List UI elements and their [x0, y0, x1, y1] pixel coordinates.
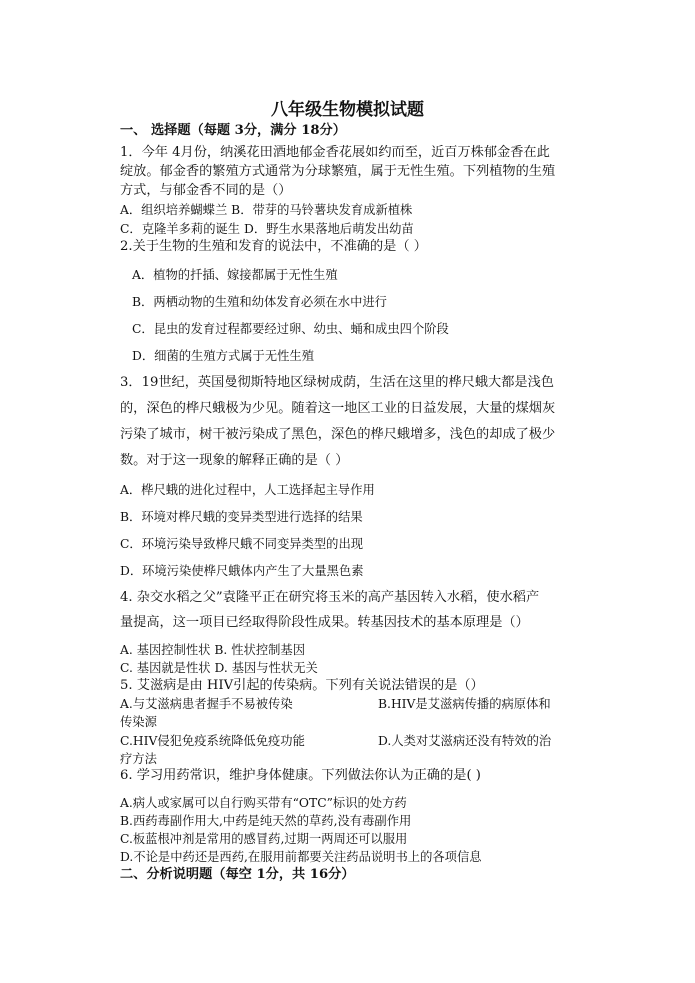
q4-option-cd: C. 基因就是性状 D. 基因与性状无关 — [120, 661, 318, 675]
q3-option-b: B．环境对桦尺蛾的变异类型进行选择的结果 — [120, 510, 363, 524]
q2-option-b: B．两栖动物的生殖和幼体发育必须在水中进行 — [132, 295, 387, 309]
q6-option-d: D.不论是中药还是西药,在服用前都要关注药品说明书上的各项信息 — [120, 850, 482, 864]
q6-option-c: C.板蓝根冲剂是常用的感冒药,过期一两周还可以服用 — [120, 832, 408, 846]
q2-option-a: A．植物的扦插、嫁接都属于无性生殖 — [132, 268, 338, 282]
q3-option-c: C．环境污染导致桦尺蛾不同变异类型的出现 — [120, 537, 364, 551]
q5-option-a: A.与艾滋病患者握手不易被传染 — [120, 697, 293, 711]
q6-option-b: B.西药毒副作用大,中药是纯天然的草药,没有毒副作用 — [120, 814, 412, 828]
q3-option-d: D．环境污染使桦尺蛾体内产生了大量黑色素 — [120, 564, 364, 578]
q5-option-d-cont: 疗方法 — [120, 752, 157, 766]
q3-line-2: 的，深色的桦尺蛾极为少见。随着这一地区工业的日益发展，大量的煤烟灰 — [120, 401, 556, 416]
q3-line-1: 3．19世纪，英国曼彻斯特地区绿树成荫，生活在这里的桦尺蛾大都是浅色 — [120, 375, 554, 390]
q5-option-b: B.HIV是艾滋病传播的病原体和 — [378, 697, 551, 711]
q2-stem: 2.关于生物的生殖和发育的说法中，不准确的是（ ） — [120, 239, 427, 254]
q1-line-1: 1．今年 4月份，纳溪花田酒地郁金香花展如约而至，近百万株郁金香在此 — [120, 145, 550, 160]
q5-option-c: C.HIV侵犯免疫系统降低免疫功能 — [120, 734, 305, 748]
q3-line-4: 数。对于这一现象的解释正确的是（ ） — [120, 453, 349, 468]
q1-line-2: 绽放。郁金香的繁殖方式通常为分球繁殖，属于无性生殖。下列植物的生殖 — [120, 164, 556, 179]
q5-option-d: D.人类对艾滋病还没有特效的治 — [378, 734, 552, 748]
q4-line-1: 4. 杂交水稻之父”袁隆平正在研究将玉米的高产基因转入水稻，使水稻产 — [120, 590, 540, 605]
section-heading-analysis: 二、分析说明题（每空 1分，共 16分） — [120, 867, 355, 882]
q2-option-c: C．昆虫的发育过程都要经过卵、幼虫、蛹和成虫四个阶段 — [132, 322, 449, 336]
q4-line-2: 量提高，这一项目已经取得阶段性成果。转基因技术的基本原理是（） — [120, 615, 529, 630]
q4-option-ab: A. 基因控制性状 B. 性状控制基因 — [120, 643, 306, 657]
page-title: 八年级生物模拟试题 — [271, 100, 424, 120]
q1-option-cd: C．克隆羊多莉的诞生 D．野生水果落地后萌发出幼苗 — [120, 222, 414, 236]
section-heading-choice: 一、 选择题（每题 3分，满分 18分） — [120, 123, 346, 138]
q6-option-a: A.病人或家属可以自行购买带有“OTC”标识的处方药 — [120, 796, 407, 810]
q3-line-3: 污染了城市，树干被污染成了黑色，深色的桦尺蛾增多，浅色的却成了极少 — [120, 427, 556, 442]
q5-stem: 5. 艾滋病是由 HIV引起的传染病。下列有关说法错误的是（） — [120, 678, 484, 693]
q1-line-3: 方式，与郁金香不同的是（） — [120, 183, 292, 198]
q2-option-d: D．细菌的生殖方式属于无性生殖 — [132, 349, 315, 363]
q5-option-b-cont: 传染源 — [120, 715, 157, 729]
q3-option-a: A．桦尺蛾的进化过程中，人工选择起主导作用 — [120, 483, 375, 497]
q1-option-ab: A．组织培养蝴蝶兰 B．带芽的马铃薯块发育成新植株 — [120, 203, 413, 217]
q6-stem: 6. 学习用药常识，维护身体健康。下列做法你认为正确的是( ) — [120, 768, 481, 783]
